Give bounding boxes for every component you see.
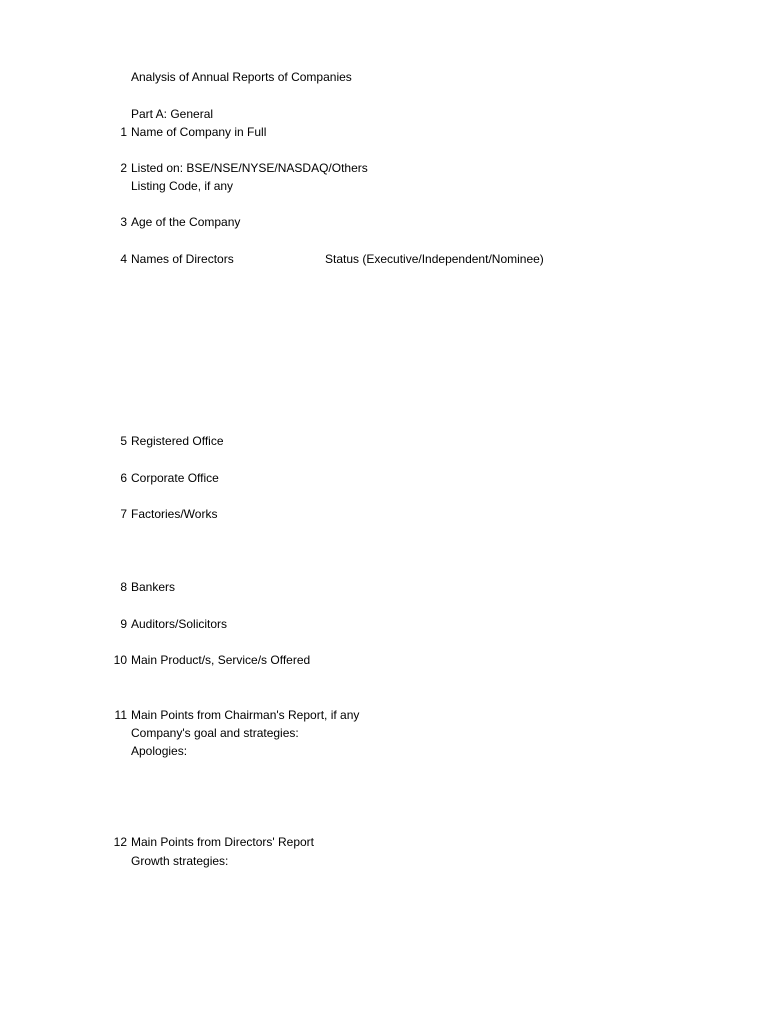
item-label: Name of Company in Full bbox=[131, 125, 267, 139]
item-number: 11 bbox=[114, 708, 127, 722]
item-number: 6 bbox=[120, 471, 127, 485]
item-sublabel: Growth strategies: bbox=[131, 854, 229, 868]
item-sublabel: Company's goal and strategies: bbox=[131, 726, 299, 740]
item-label: Registered Office bbox=[131, 434, 224, 448]
item-label: Auditors/Solicitors bbox=[131, 617, 228, 631]
item-label: Listed on: BSE/NSE/NYSE/NASDAQ/Others bbox=[131, 161, 368, 175]
item-number: 8 bbox=[120, 580, 127, 594]
section-heading: Part A: General bbox=[131, 107, 214, 121]
item-sublabel: Listing Code, if any bbox=[131, 179, 234, 193]
item-label: Main Points from Directors' Report bbox=[131, 835, 315, 849]
item-number: 10 bbox=[113, 653, 127, 667]
item-number: 5 bbox=[120, 434, 127, 448]
item-status-label: Status (Executive/Independent/Nominee) bbox=[325, 252, 544, 266]
item-label: Main Product/s, Service/s Offered bbox=[131, 653, 311, 667]
item-number: 4 bbox=[120, 252, 127, 266]
document-title: Analysis of Annual Reports of Companies bbox=[131, 70, 352, 84]
item-label: Main Points from Chairman's Report, if any bbox=[131, 708, 360, 722]
item-number: 2 bbox=[120, 161, 127, 175]
item-number: 1 bbox=[120, 125, 127, 139]
item-label: Factories/Works bbox=[131, 507, 218, 521]
item-number: 3 bbox=[120, 215, 127, 229]
item-label: Names of Directors bbox=[131, 252, 234, 266]
item-sublabel: Apologies: bbox=[131, 744, 188, 758]
item-label: Bankers bbox=[131, 580, 176, 594]
item-number: 9 bbox=[120, 617, 127, 631]
item-number: 12 bbox=[113, 835, 127, 849]
item-label: Age of the Company bbox=[131, 215, 241, 229]
item-label: Corporate Office bbox=[131, 471, 219, 485]
item-number: 7 bbox=[120, 507, 127, 521]
